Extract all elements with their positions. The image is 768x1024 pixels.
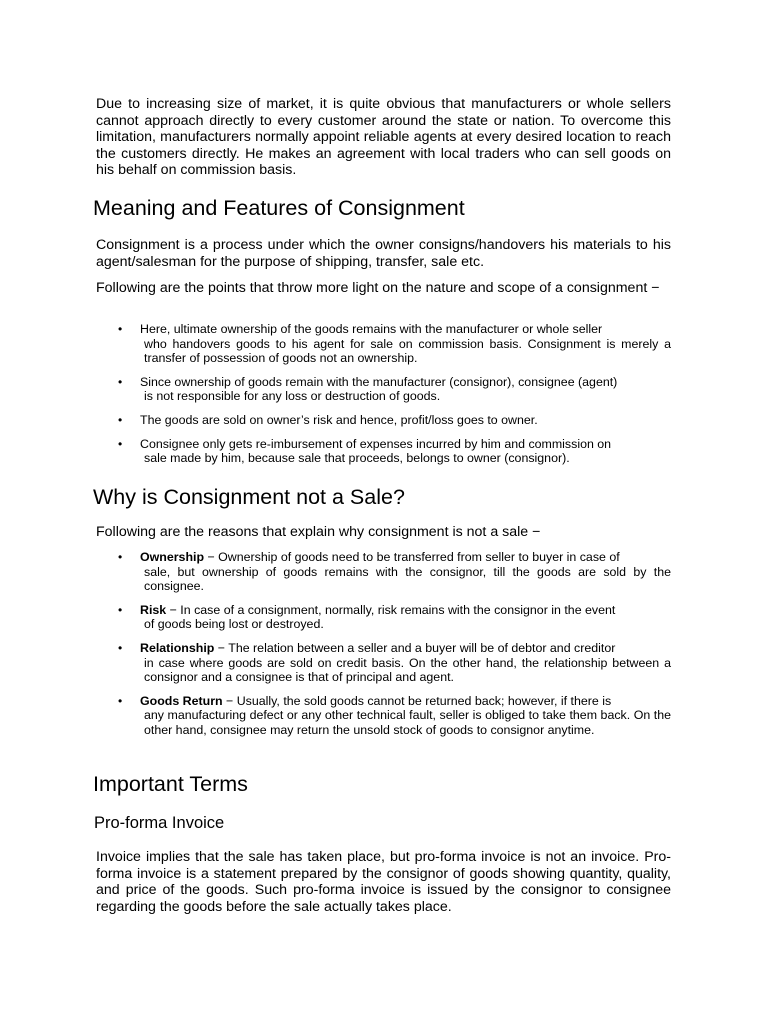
not-a-sale-intro: Following are the reasons that explain why consignment is not a sale − xyxy=(96,524,541,540)
bullet-icon: • xyxy=(118,693,123,708)
list-item: • The goods are sold on owner’s risk and hence, profit/loss goes to owner. xyxy=(118,412,538,427)
section-heading-important-terms: Important Terms xyxy=(93,772,248,796)
section-heading-not-a-sale: Why is Consignment not a Sale? xyxy=(93,485,405,509)
list-item: • Since ownership of goods remain with the manufacturer (consignor), consignee (agent) is not responsible for any loss or destruction of goods. xyxy=(118,374,618,404)
list-item: • Relationship − The relation between a seller and a buyer will be of debtor and creditor in case where goods are sold on credit basis. On the other hand, the relationship between a consignor and a consignee is that of principal and agent. xyxy=(118,640,671,685)
consignment-definition-paragraph: Consignment is a process under which the owner consigns/handovers his materials to his agent/salesman for the purpose of shipping, transfer, sale etc. xyxy=(96,237,671,270)
bullet-icon: • xyxy=(118,412,123,427)
section-heading-meaning-features: Meaning and Features of Consignment xyxy=(93,196,465,220)
list-item: • Goods Return − Usually, the sold goods cannot be returned back; however, if there is any manufacturing defect or any other technical fault, seller is obliged to take them back. On the other hand, consignee may return the unsold stock of goods to consignor anytime. xyxy=(118,693,671,737)
list-item: • Risk − In case of a consignment, normally, risk remains with the consignor in the event of goods being lost or destroyed. xyxy=(118,602,616,632)
subheading-pro-forma-invoice: Pro-forma Invoice xyxy=(94,814,225,832)
pro-forma-invoice-paragraph: Invoice implies that the sale has taken place, but pro-forma invoice is not an invoice. Pro-forma invoice is a statement prepared by the consignor of goods showing quantity, quality, and price of the goods. Such pro-forma invoice is issued by the consignor to consignee regarding the goods before the sale actually takes place. xyxy=(96,849,671,915)
list-item: • Consignee only gets re-imbursement of expenses incurred by him and commission on sale made by him, because sale that proceeds, belongs to owner (consignor). xyxy=(118,436,612,466)
bullet-icon: • xyxy=(118,436,123,451)
bullet-icon: • xyxy=(118,374,123,389)
bullet-icon: • xyxy=(118,322,123,336)
bullet-icon: • xyxy=(118,550,123,564)
bullet-icon: • xyxy=(118,640,123,655)
intro-paragraph: Due to increasing size of market, it is quite obvious that manufacturers or whole sellers cannot approach directly to every customer around the state or nation. To overcome this limitation, manufacturers normally appoint reliable agents at every desired location to reach the customers directly. He makes an agreement with local traders who can sell goods on his behalf on commission basis. xyxy=(96,96,671,179)
list-item: • Ownership − Ownership of goods need to be transferred from seller to buyer in case of sale, but ownership of goods remains with the consignor, till the goods are sold by the consignee. xyxy=(118,550,671,594)
list-item: • Here, ultimate ownership of the goods remains with the manufacturer or whole seller who handovers goods to his agent for sale on commission basis. Consignment is merely a transfer of possession of goods not an ownership. xyxy=(118,322,671,366)
bullet-icon: • xyxy=(118,602,123,617)
reasons-list xyxy=(118,550,671,738)
features-list xyxy=(118,322,671,466)
features-intro-paragraph: Following are the points that throw more light on the nature and scope of a consignment − xyxy=(96,280,660,296)
